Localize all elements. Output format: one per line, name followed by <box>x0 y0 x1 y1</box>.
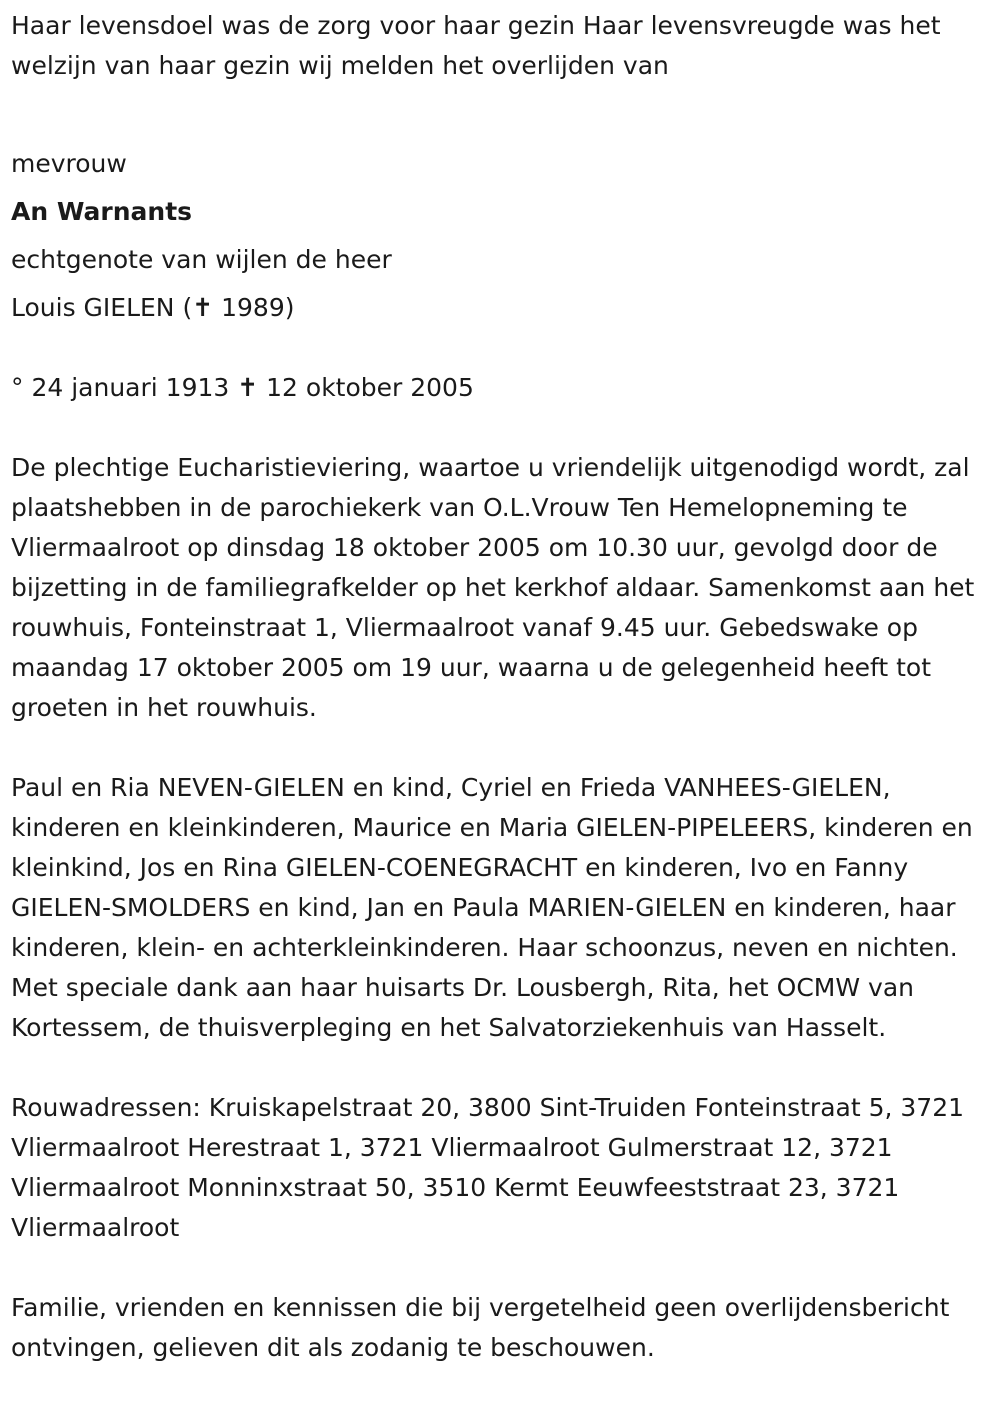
closing-text: Familie, vrienden en kennissen die bij vergetelheid geen overlijdensbericht ontvingen, gelieven dit als zodanig te beschouwen. <box>11 1293 950 1362</box>
deceased-name: An Warnants <box>11 197 193 226</box>
birth-symbol-icon: ° <box>11 373 24 402</box>
spacer <box>11 408 993 448</box>
ceremony-text: De plechtige Eucharistieviering, waartoe u vriendelijk uitgenodigd wordt, zal plaatshebben in de parochiekerk van O.L.Vrouw Ten Hemelopneming te Vliermaalroot op dinsdag 18 oktober 2005 om 10.30 uur, gevolgd door de bijzetting in de familiegrafkelder op het kerkhof aldaar. Samenkomst aan het rouwhuis, Fonteinstraat 1, Vliermaalroot vanaf 9.45 uur. Gebedswake op maandag 17 oktober 2005 om 19 uur, waarna u de gelegenheid heeft tot groeten in het rouwhuis. <box>11 453 975 722</box>
spacer <box>11 86 993 126</box>
spouse-name-line <box>11 288 993 328</box>
cross-icon: ✝ <box>237 373 259 402</box>
spacer <box>11 728 993 768</box>
title-prefix: mevrouw <box>11 149 127 178</box>
cross-icon: ✝ <box>192 293 214 322</box>
life-dates <box>11 368 993 408</box>
addresses-text: Rouwadressen: Kruiskapelstraat 20, 3800 Sint-Truiden Fonteinstraat 5, 3721 Vliermaalroot Herestraat 1, 3721 Vliermaalroot Gulmerstraat 12, 3721 Vliermaalroot Monninxstraat 50, 3510 Kermt Eeuwfeeststraat 23, 3721 Vliermaalroot <box>11 1093 965 1242</box>
spacer <box>11 1248 993 1288</box>
spouse-death-year: 1989) <box>221 293 295 322</box>
family-text: Paul en Ria NEVEN-GIELEN en kind, Cyriel en Frieda VANHEES-GIELEN, kinderen en kleinkinderen, Maurice en Maria GIELEN-PIPELEERS, kinderen en kleinkind, Jos en Rina GIELEN-COENEGRACHT en kinderen, Ivo en Fanny GIELEN-SMOLDERS en kind, Jan en Paula MARIEN-GIELEN en kinderen, haar kinderen, klein- en achterkleinkinderen. Haar schoonzus, neven en nichten. Met speciale dank aan haar huisarts Dr. Lousbergh, Rita, het OCMW van Kortessem, de thuisverpleging en het Salvatorziekenhuis van Hasselt. <box>11 773 973 1042</box>
spacer <box>11 1048 993 1088</box>
intro-text: Haar levensdoel was de zorg voor haar gezin Haar levensvreugde was het welzijn van haar gezin wij melden het overlijden van <box>11 11 941 80</box>
spouse-line: echtgenote van wijlen de heer <box>11 245 392 274</box>
spacer <box>11 328 993 368</box>
birth-date: 24 januari 1913 <box>31 373 230 402</box>
obituary-document <box>11 6 993 1368</box>
death-date: 12 oktober 2005 <box>266 373 474 402</box>
spouse-name: Louis GIELEN ( <box>11 293 193 322</box>
